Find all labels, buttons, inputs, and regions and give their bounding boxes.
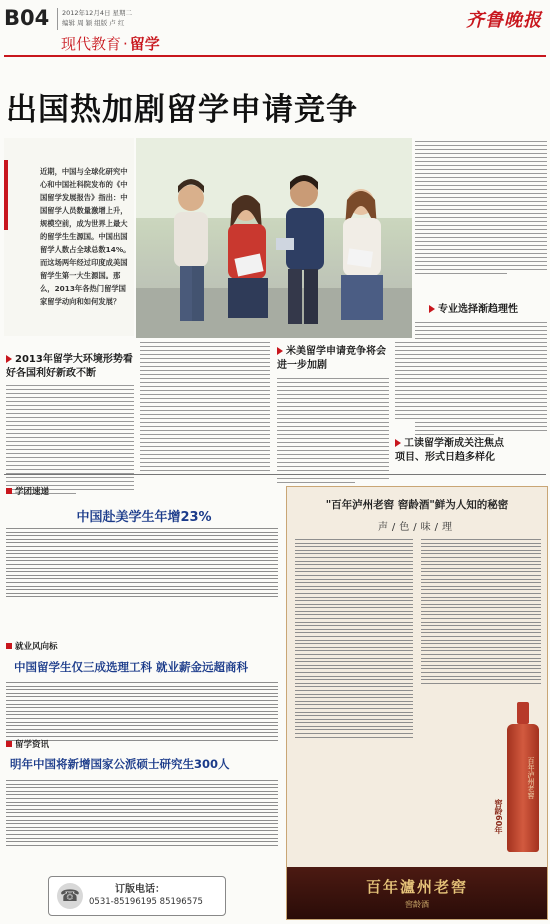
col1-text — [6, 385, 134, 497]
subhead-major-choice — [429, 303, 547, 317]
brief-label-marker — [6, 488, 12, 494]
ad-banner-sub: 窖龄酒 — [405, 900, 429, 909]
brief-2-text — [6, 682, 278, 743]
ad-subtitle: 声/色/味/理 — [377, 522, 457, 533]
editor-line: 编辑 周 颖 组版 卢 红 — [62, 19, 125, 27]
ad-text-col-1 — [295, 539, 413, 740]
subhead-work-study — [395, 437, 513, 465]
subhead-environment — [6, 353, 136, 381]
subhead-marker — [395, 439, 401, 447]
col2-text — [140, 342, 270, 478]
brief-label-1 — [6, 485, 49, 497]
header-divider-v — [57, 8, 58, 30]
students-photo — [136, 138, 412, 338]
lead-box — [4, 138, 134, 336]
subscribe-label: 订版电话： — [115, 884, 165, 895]
advertisement — [286, 486, 548, 920]
section-divider — [4, 474, 546, 475]
section-dot: · — [123, 35, 128, 53]
ad-title: "百年泸州老窖 窖龄酒"鲜为人知的秘密 — [325, 499, 509, 511]
masthead-logo: 齐鲁晚报 — [466, 10, 542, 31]
subscribe-phones: 0531-85196195 85196575 — [89, 897, 203, 907]
section-label: 现代教育 — [61, 35, 122, 53]
ad-sticker: 窖龄60年 — [494, 799, 503, 835]
brief-1-text — [6, 528, 278, 600]
col4-text — [395, 342, 510, 422]
brief-title-2: 中国留学生仅三成选理工科 就业薪金远超商科 — [14, 660, 249, 674]
subhead-competition — [277, 345, 389, 373]
section-title — [61, 33, 160, 54]
ad-banner-brand: 百年瀘州老窖 — [365, 878, 468, 896]
main-headline: 出国热加剧留学申请竞争 — [6, 92, 358, 128]
ad-bottle — [507, 702, 539, 852]
section-sub-label: 留学 — [129, 35, 160, 53]
subhead-marker — [6, 355, 12, 363]
col3-text — [277, 378, 389, 486]
date-line: 2012年12月4日 星期二 — [62, 9, 133, 17]
subhead-major-choice-text: 专业选择渐趋理性 — [438, 304, 518, 315]
brief-title-1: 中国赴美学生年增23% — [76, 510, 212, 525]
phone-icon: ☎ — [57, 883, 83, 909]
ad-bottle-label: 百年泸州老窖 — [527, 757, 535, 799]
subhead-work-study-text: 工读留学渐成关注焦点项目、形式日趋多样化 — [395, 438, 504, 463]
ad-banner — [287, 867, 547, 919]
subhead-competition-text: 米美留学申请竞争将会进一步加剧 — [277, 346, 386, 371]
brief-3-text — [6, 780, 278, 848]
brief-label-marker — [6, 741, 12, 747]
ad-text-col-2 — [421, 539, 541, 686]
right-col-text-1 — [415, 141, 547, 277]
subhead-marker — [277, 347, 283, 355]
brief-label-marker — [6, 643, 12, 649]
brief-label-3-text: 留学资讯 — [15, 740, 50, 750]
brief-label-1-text: 学团速递 — [15, 487, 50, 497]
subhead-marker — [429, 305, 435, 313]
brief-label-3 — [6, 738, 49, 750]
page-number: B04 — [4, 6, 50, 30]
lead-text: 近期，中国与全球化研究中心和中国社科院发布的《中国留学发展报告》指出：中国留学人员数量激增上升，规模空前，成为世界上最大的留学生生源国。中国出国留学人数占全球总数14%。而这场两年经过印度成美国留学生第一大生源国。那么，2013年各热门留学国家留学动向和如何发展？ — [40, 167, 131, 306]
lead-accent-bar — [4, 160, 8, 230]
brief-title-3: 明年中国将新增国家公派硕士研究生300人 — [10, 757, 230, 771]
header-rule — [4, 55, 546, 57]
students-illustration — [136, 138, 412, 338]
brief-label-2-text: 就业风向标 — [15, 642, 58, 652]
subscribe-box — [48, 876, 226, 916]
brief-label-2 — [6, 640, 58, 652]
subhead-environment-text: 2013年留学大环境形势看好各国利好新政不断 — [6, 354, 133, 379]
